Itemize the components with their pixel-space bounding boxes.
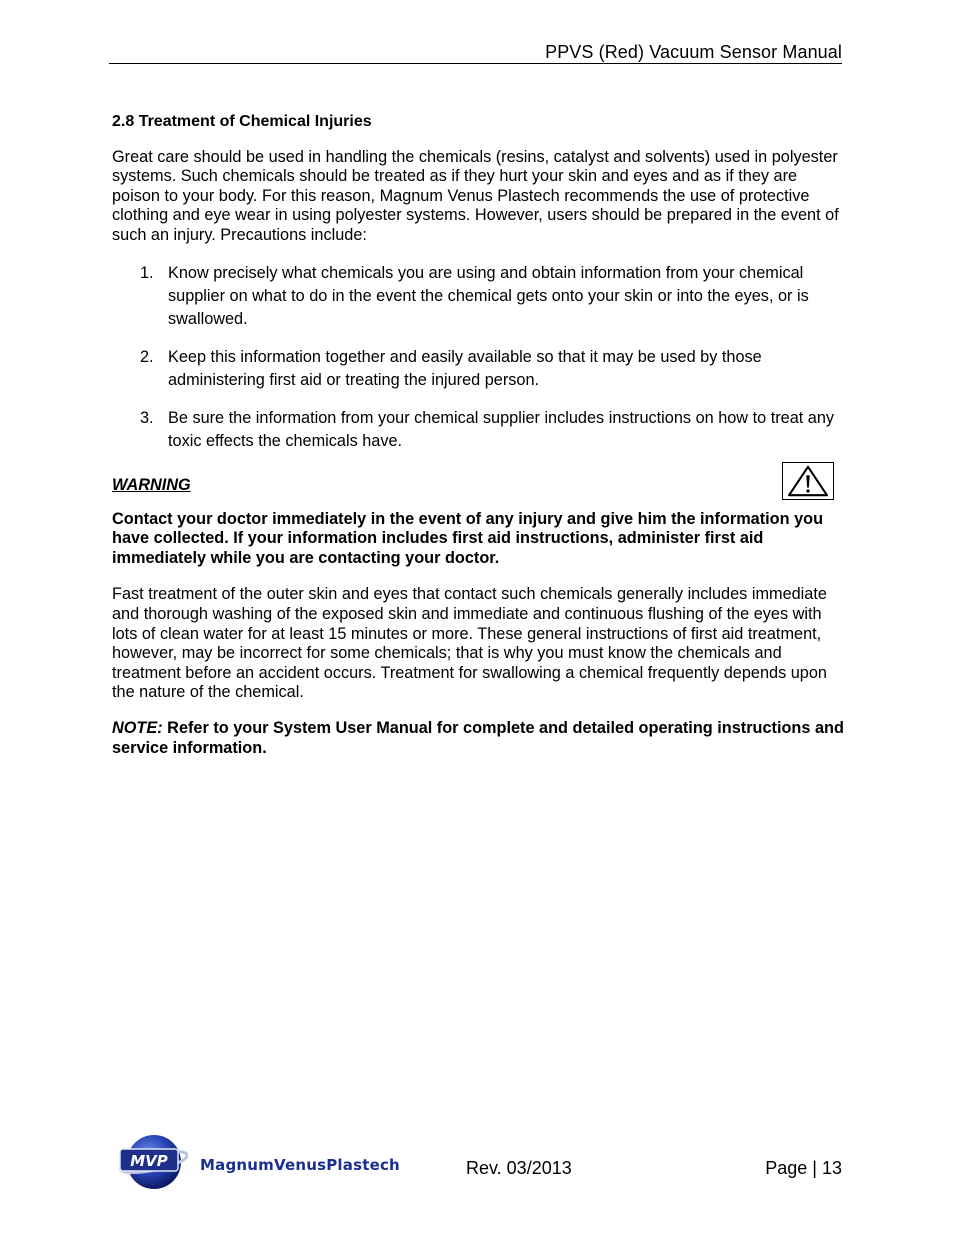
list-item: [112, 262, 844, 331]
list-item: [112, 346, 844, 392]
warning-paragraph: Contact your doctor immediately in the event of any injury and give him the information you have collected. If your information includes first aid instructions, administer first aid immediately while you are contacting your doctor.: [112, 509, 824, 567]
warning-label: WARNING: [112, 475, 191, 494]
note-paragraph: [112, 719, 844, 758]
logo-mark: MVP: [130, 1152, 168, 1170]
list-number: 3.: [140, 408, 154, 427]
globe-logo-icon: [114, 1132, 188, 1192]
list-item: [112, 407, 844, 453]
treatment-paragraph: Fast treatment of the outer skin and eyes that contact such chemicals generally includes immediate and thorough washing of the exposed skin and immediate and continuous flushing of the eyes with lots of clean water for at least 15 minutes or more. These general instructions of first aid treatment, however, may be incorrect for some chemicals; that is why you must know the chemicals and treatment before an accident occurs. Treatment for swallowing a chemical frequently depends upon the nature of the chemical.: [112, 585, 827, 702]
precautions-list: [112, 262, 844, 453]
note-label: NOTE:: [112, 718, 163, 737]
revision-date: Rev. 03/2013: [466, 1158, 572, 1178]
warning-row: [112, 468, 844, 500]
list-number: 1.: [140, 263, 154, 282]
page-number: Page | 13: [765, 1158, 842, 1178]
list-text: Keep this information together and easily available so that it may be used by those administering first aid or treating the injured person.: [168, 347, 762, 389]
header-rule: [109, 63, 842, 64]
list-text: Know precisely what chemicals you are using and obtain information from your chemical supplier on what to do in the event the chemical gets onto your skin or into the eyes, or is swallowed.: [168, 263, 809, 328]
note-text: Refer to your System User Manual for complete and detailed operating instructions and service information.: [112, 718, 844, 757]
page-content: [112, 112, 844, 758]
intro-paragraph: Great care should be used in handling the chemicals (resins, catalyst and solvents) used in polyester systems. Such chemicals should be treated as if they hurt your skin and eyes and as if they are poison to your body. For this reason, Magnum Venus Plastech recommends the use of protective clothing and eye wear in using polyester systems. However, users should be prepared in the event of such an injury. Precautions include:: [112, 147, 839, 244]
list-text: Be sure the information from your chemical supplier includes instructions on how to treat any toxic effects the chemicals have.: [168, 408, 835, 450]
warning-triangle-icon: [782, 462, 834, 500]
company-logo: [114, 1132, 404, 1194]
section-heading: 2.8 Treatment of Chemical Injuries: [112, 113, 372, 130]
logo-text: MagnumVenusPlastech: [200, 1156, 400, 1174]
list-number: 2.: [140, 347, 154, 366]
header-title: PPVS (Red) Vacuum Sensor Manual: [545, 42, 842, 62]
